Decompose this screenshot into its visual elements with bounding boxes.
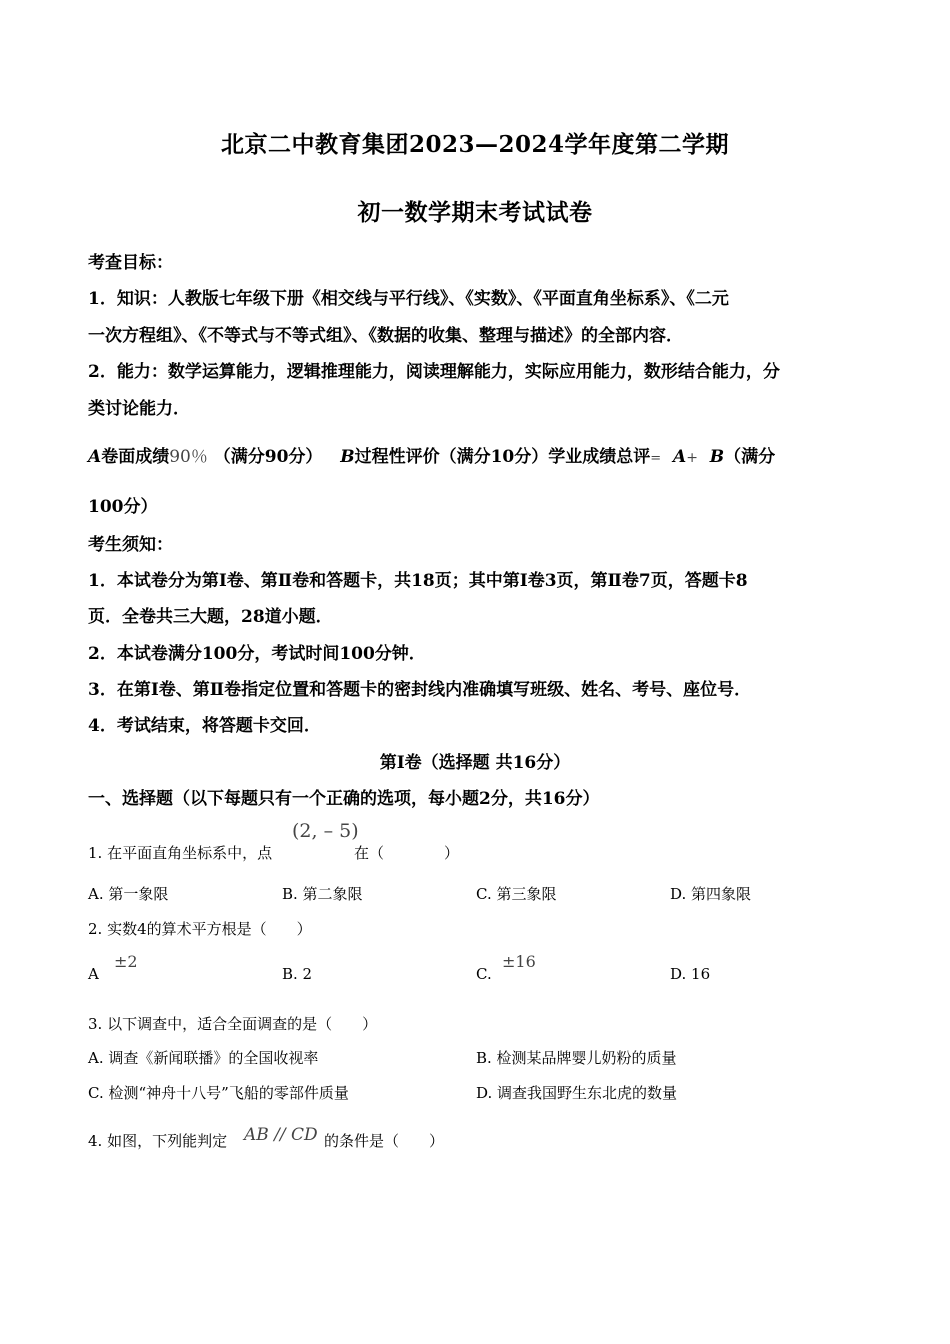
q2-option-c-math: ±16	[502, 952, 536, 971]
q3-option-a: A. 调查《新闻联播》的全国收视率	[88, 1049, 319, 1067]
q4-stem-b: 的条件是（ ）	[324, 1132, 445, 1150]
q3-stem: 3. 以下调查中，适合全面调查的是（ ）	[88, 1015, 378, 1033]
q2-stem: 2. 实数4的算术平方根是（ ）	[88, 920, 312, 938]
notice-heading: 考生须知：	[88, 535, 173, 555]
exam-title-line2: 初一数学期末考试试卷	[357, 199, 593, 226]
q3-option-b: B. 检测某品牌婴儿奶粉的质量	[476, 1049, 677, 1067]
grading-line	[88, 442, 868, 467]
volume-title: 第Ⅰ卷（选择题 共16分）	[379, 753, 571, 773]
objective-2-line1: 2．能力：数学运算能力，逻辑推理能力，阅读理解能力，实际应用能力，数形结合能力，分	[88, 362, 780, 382]
q2-option-b: B. 2	[282, 965, 313, 983]
q2-option-a: A	[88, 965, 99, 983]
q1-stem-b: 在（ ）	[354, 844, 460, 862]
grading-a-full: （满分90分）	[213, 447, 323, 467]
grading-full-total-b: 100分）	[88, 497, 158, 517]
objective-1-line2: 一次方程组》、《不等式与不等式组》、《数据的收集、整理与描述》的全部内容．	[88, 326, 683, 346]
q2-option-d: D. 16	[670, 965, 711, 983]
grading-b-symbol: B	[709, 447, 725, 467]
grading-b-label: B	[340, 447, 355, 467]
q1-option-c: C. 第三象限	[476, 885, 557, 903]
q3-option-c: C. 检测“神舟十八号”飞船的零部件质量	[88, 1084, 349, 1102]
q4-stem-a: 4. 如图，下列能判定	[88, 1132, 228, 1150]
grading-a-text: 卷面成绩	[101, 447, 170, 467]
exam-title-line1: 北京二中教育集团2023—2024学年度第二学期	[220, 131, 730, 158]
notice-4: 4．考试结束，将答题卡交回．	[88, 716, 321, 736]
grading-plus: +	[686, 450, 698, 466]
notice-1-line2: 页．全卷共三大题，28道小题．	[88, 607, 333, 627]
grading-eq: =	[650, 451, 662, 466]
q3-option-d: D. 调查我国野生东北虎的数量	[476, 1084, 678, 1102]
grading-b-text: 过程性评价（满分10分）学业成绩总评	[354, 447, 651, 467]
grading-a-symbol: A	[673, 447, 687, 467]
part-title: 一、选择题（以下每题只有一个正确的选项，每小题2分，共16分）	[88, 789, 600, 809]
objective-2-line2: 类讨论能力．	[88, 399, 190, 419]
q1-point: (2, – 5)	[292, 820, 359, 842]
grading-a-label: A	[88, 447, 102, 467]
grading-a-percent: 90％	[169, 447, 208, 467]
notice-1-line1: 1．本试卷分为第Ⅰ卷、第Ⅱ卷和答题卡，共18页；其中第Ⅰ卷3页，第Ⅱ卷7页，答题卡8	[88, 571, 748, 591]
objective-1-line1: 1．知识：人教版七年级下册《相交线与平行线》、《实数》、《平面直角坐标系》、《二元	[88, 289, 729, 309]
q2-option-c: C.	[476, 965, 492, 983]
notice-3: 3．在第Ⅰ卷、第Ⅱ卷指定位置和答题卡的密封线内准确填写班级、姓名、考号、座位号．	[88, 680, 752, 700]
q2-option-a-math: ±2	[114, 952, 138, 971]
objectives-heading: 考查目标：	[88, 253, 173, 273]
notice-2: 2．本试卷满分100分，考试时间100分钟．	[88, 644, 426, 664]
q1-stem-a: 1. 在平面直角坐标系中，点	[88, 844, 273, 862]
q4-math: AB // CD	[244, 1125, 318, 1145]
q1-option-b: B. 第二象限	[282, 885, 363, 903]
q1-option-a: A. 第一象限	[88, 885, 169, 903]
q1-option-d: D. 第四象限	[670, 885, 752, 903]
grading-full-total-a: （满分	[724, 447, 776, 467]
